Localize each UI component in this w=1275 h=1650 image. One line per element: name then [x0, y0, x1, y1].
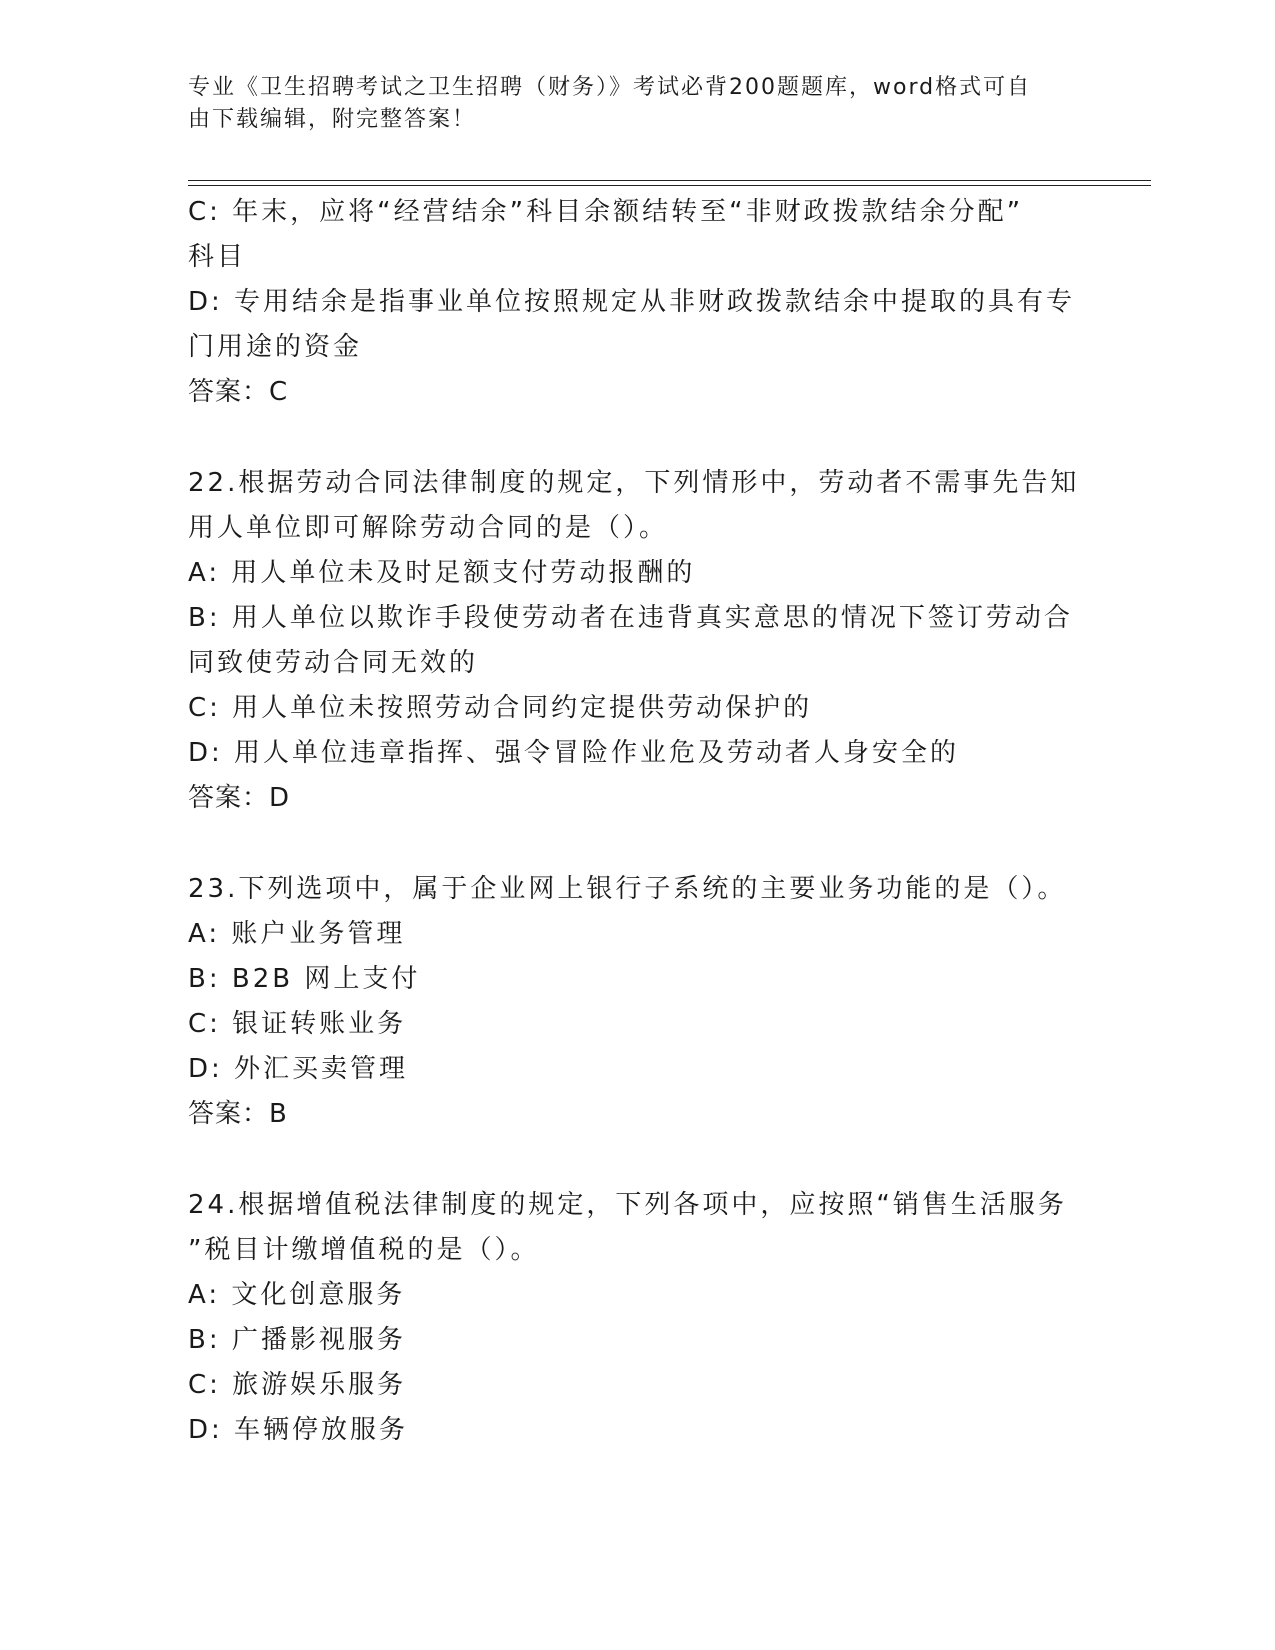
question-stem-line: 22.根据劳动合同法律制度的规定，下列情形中，劳动者不需事先告知: [188, 468, 1080, 498]
option-a: A: 账户业务管理: [188, 919, 406, 949]
question-22: [188, 461, 1088, 821]
question-23: [188, 867, 1088, 1137]
option-c: C: 用人单位未按照劳动合同约定提供劳动保护的: [188, 693, 813, 723]
question-stem-line: 24.根据增值税法律制度的规定，下列各项中，应按照“销售生活服务: [188, 1190, 1067, 1220]
question-24: [188, 1183, 1088, 1453]
option-c: [188, 190, 1088, 280]
question-stem-line: 用人单位即可解除劳动合同的是（）。: [188, 513, 669, 543]
header-rule-bottom: [188, 185, 1151, 186]
header-line-1: 专业《卫生招聘考试之卫生招聘（财务）》考试必背200题题库，word格式可自: [188, 75, 1032, 100]
question-stem-line: 23.下列选项中，属于企业网上银行子系统的主要业务功能的是（）。: [188, 874, 1067, 904]
option-line: 科目: [188, 242, 247, 272]
header-line-2: 由下载编辑，附完整答案！: [188, 107, 477, 132]
question-stem-line: ”税目计缴增值税的是（）。: [188, 1235, 540, 1265]
option-b-continued: 同致使劳动合同无效的: [188, 648, 479, 678]
option-d: D: 外汇买卖管理: [188, 1054, 409, 1084]
option-a: A: 文化创意服务: [188, 1280, 406, 1310]
spacer: [188, 821, 1088, 867]
spacer: [188, 1137, 1088, 1183]
document-header: [188, 72, 1068, 136]
spacer: [188, 415, 1088, 461]
question-content: [188, 190, 1088, 1453]
option-c: C: 旅游娱乐服务: [188, 1370, 407, 1400]
option-d: D: 车辆停放服务: [188, 1415, 409, 1445]
answer-label: 答案：D: [188, 783, 291, 813]
option-c: C: 银证转账业务: [188, 1009, 407, 1039]
option-d: D: 用人单位违章指挥、强令冒险作业危及劳动者人身安全的: [188, 738, 960, 768]
option-b: B: B2B 网上支付: [188, 964, 421, 994]
option-line: D: 专用结余是指事业单位按照规定从非财政拨款结余中提取的具有专: [188, 287, 1076, 317]
option-line: 门用途的资金: [188, 332, 363, 362]
answer-label: 答案：B: [188, 1099, 288, 1129]
option-a: A: 用人单位未及时足额支付劳动报酬的: [188, 558, 696, 588]
option-b: B: 用人单位以欺诈手段使劳动者在违背真实意思的情况下签订劳动合: [188, 603, 1073, 633]
option-line: C: 年末，应将“经营结余”科目余额结转至“非财政拨款结余分配”: [188, 197, 1024, 227]
answer-label: 答案：C: [188, 377, 289, 407]
header-rule-top: [188, 180, 1151, 181]
prev-question: [188, 190, 1088, 415]
option-d: [188, 280, 1088, 370]
option-b: B: 广播影视服务: [188, 1325, 406, 1355]
